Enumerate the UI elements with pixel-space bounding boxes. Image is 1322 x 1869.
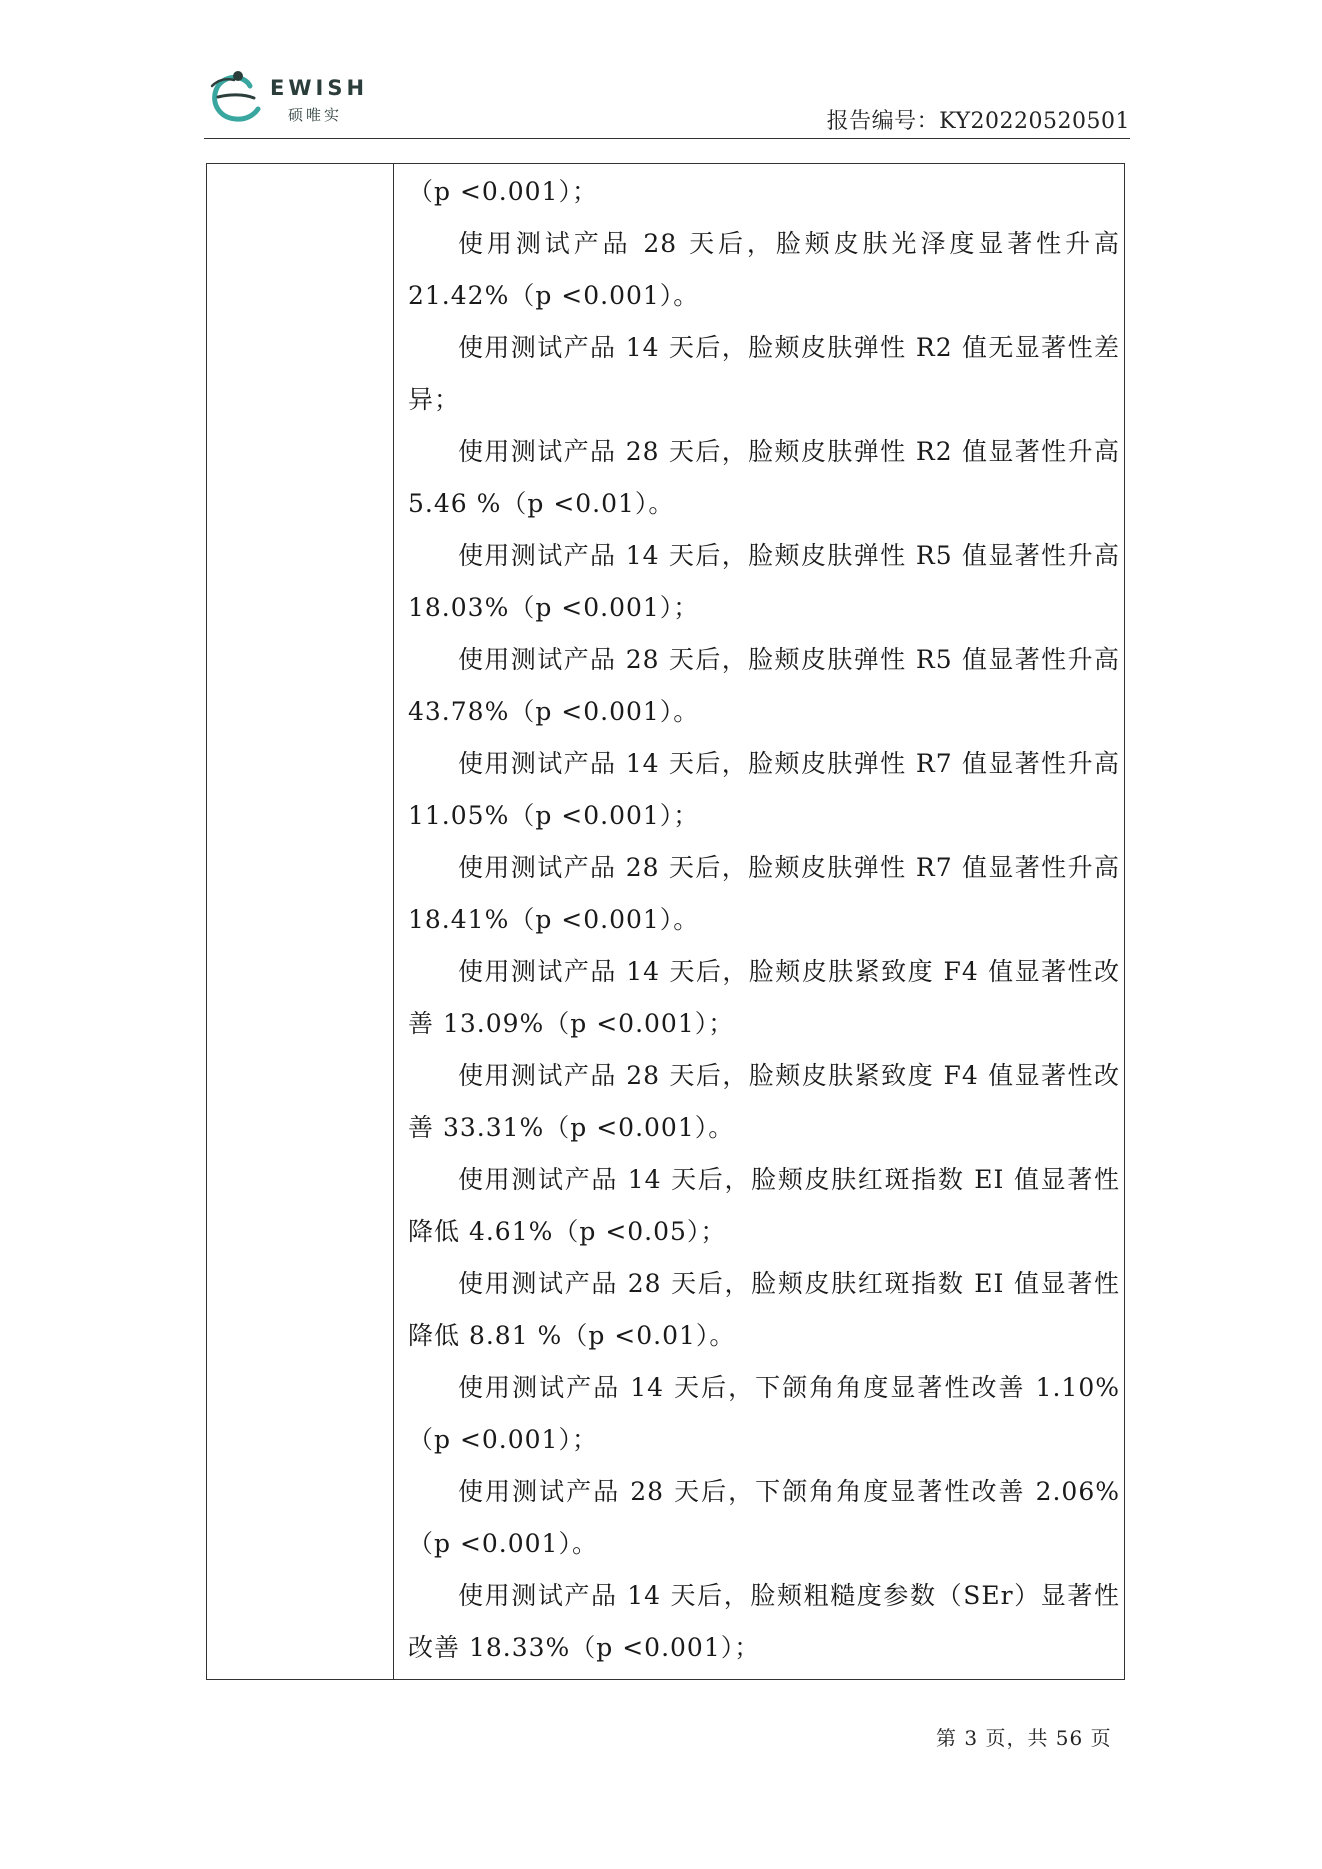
results-content-cell	[408, 166, 1120, 1674]
report-number: 报告编号：KY20220520501	[826, 109, 1130, 134]
result-paragraph: 使用测试产品 14 天后，脸颊粗糙度参数（SEr）显著性改善 18.33%（p <0.001）；	[408, 1581, 1120, 1662]
result-paragraph: 使用测试产品 14 天后，下颌角角度显著性改善 1.10%（p <0.001）；	[408, 1373, 1120, 1454]
result-paragraph: 使用测试产品 14 天后，脸颊皮肤红斑指数 EI 值显著性降低 4.61%（p <0.05）；	[408, 1165, 1120, 1246]
result-paragraph: 使用测试产品 28 天后，脸颊皮肤弹性 R2 值显著性升高 5.46 %（p <0.01）。	[408, 437, 1120, 518]
result-paragraph: 使用测试产品 14 天后，脸颊皮肤弹性 R5 值显著性升高 18.03%（p <0.001）；	[408, 541, 1120, 622]
company-logo	[204, 64, 374, 128]
result-paragraph: 使用测试产品 28 天后，脸颊皮肤红斑指数 EI 值显著性降低 8.81 %（p <0.01）。	[408, 1269, 1120, 1350]
logo-chinese-name: 硕唯实	[288, 106, 343, 124]
result-paragraph: 使用测试产品 28 天后，脸颊皮肤弹性 R7 值显著性升高 18.41%（p <0.001）。	[408, 853, 1120, 934]
logo-wordmark: EWISH	[270, 76, 369, 100]
result-paragraph: 使用测试产品 28 天后，脸颊皮肤紧致度 F4 值显著性改善 33.31%（p <0.001）。	[408, 1061, 1120, 1142]
result-paragraph: 使用测试产品 28 天后，脸颊皮肤弹性 R5 值显著性升高 43.78%（p <0.001）。	[408, 645, 1120, 726]
logo-e-icon	[204, 64, 274, 128]
result-paragraph: 使用测试产品 14 天后，脸颊皮肤弹性 R2 值无显著性差异；	[408, 333, 1120, 414]
page-header	[204, 58, 1130, 132]
result-paragraph: 使用测试产品 28 天后，下颌角角度显著性改善 2.06%（p <0.001）。	[408, 1477, 1120, 1558]
result-paragraph: 使用测试产品 14 天后，脸颊皮肤弹性 R7 值显著性升高 11.05%（p <0.001）；	[408, 749, 1120, 830]
result-paragraph: 使用测试产品 28 天后，脸颊皮肤光泽度显著性升高 21.42%（p <0.001）。	[408, 229, 1120, 310]
result-paragraph: 使用测试产品 14 天后，脸颊皮肤紧致度 F4 值显著性改善 13.09%（p <0.001）；	[408, 957, 1120, 1038]
table-column-divider	[393, 163, 394, 1680]
page-number: 第 3 页，共 56 页	[936, 1726, 1112, 1750]
result-paragraph: （p <0.001）；	[408, 177, 598, 206]
header-divider	[204, 138, 1130, 139]
